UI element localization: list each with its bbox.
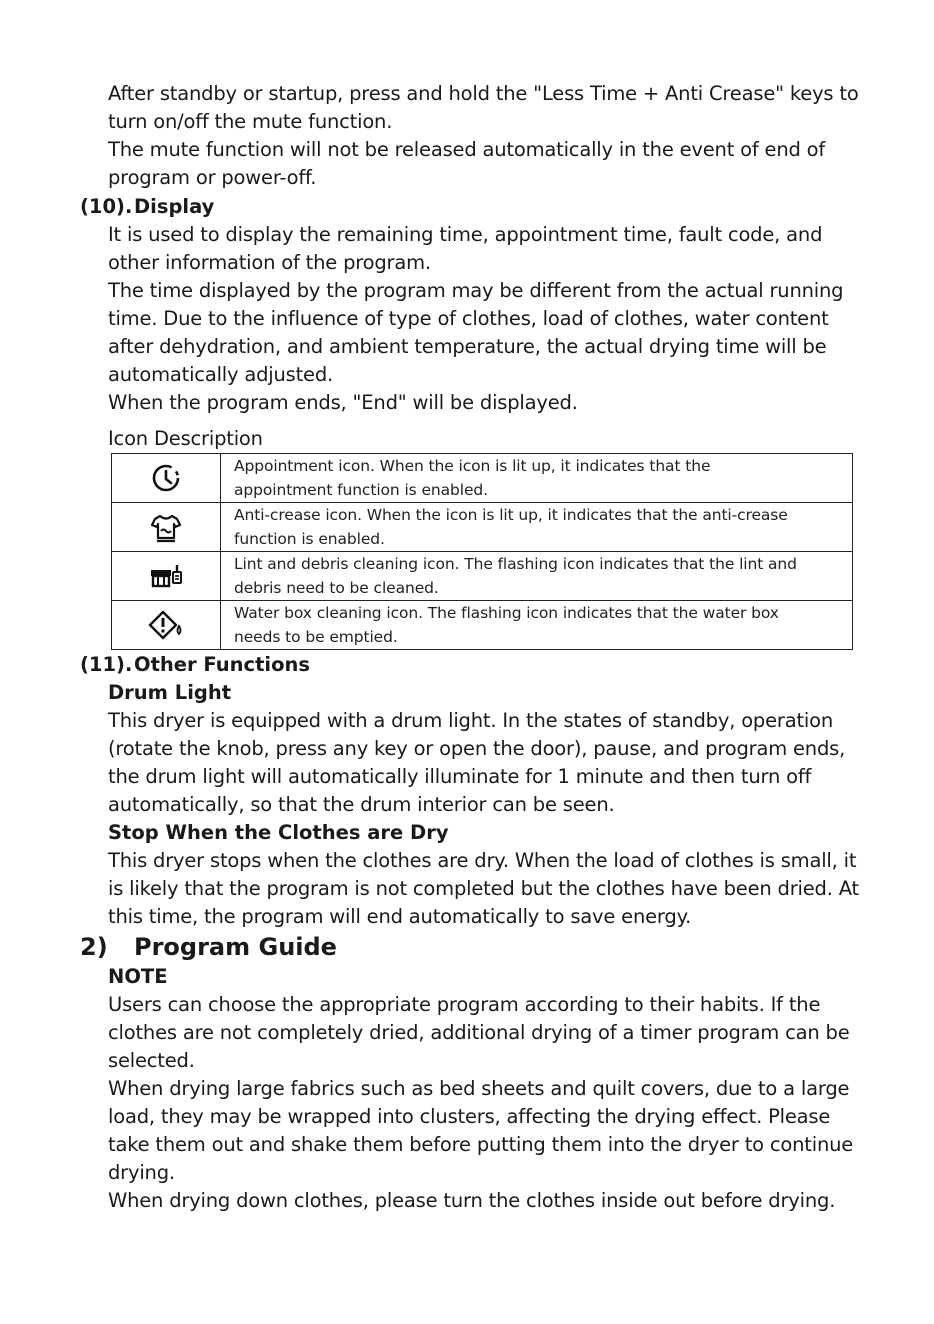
icon-description bbox=[221, 601, 853, 650]
body-text-line: turn on/off the mute function. bbox=[108, 110, 393, 133]
description-line: Lint and debris cleaning icon. The flashing icon indicates that the lint and bbox=[234, 555, 797, 573]
body-text-line: program or power-off. bbox=[108, 166, 317, 189]
description-line: function is enabled. bbox=[234, 530, 385, 548]
body-text-line: take them out and shake them before putting them into the dryer to continue bbox=[108, 1133, 854, 1156]
appointment-clock-icon bbox=[112, 461, 220, 495]
body-text-line: automatically adjusted. bbox=[108, 363, 334, 386]
subheading-drum-light: Drum Light bbox=[108, 681, 232, 704]
body-text-line: This dryer stops when the clothes are dry. When the load of clothes is small, it bbox=[108, 849, 857, 872]
section-number: (10). bbox=[80, 195, 133, 218]
body-text-line: The time displayed by the program may be different from the actual running bbox=[108, 279, 844, 302]
body-text-line: after dehydration, and ambient temperature, the actual drying time will be bbox=[108, 335, 827, 358]
subheading-stop-when-dry: Stop When the Clothes are Dry bbox=[108, 821, 449, 844]
lint-filter-icon bbox=[112, 559, 220, 593]
body-text-line: the drum light will automatically illuminate for 1 minute and then turn off bbox=[108, 765, 812, 788]
body-text-line: automatically, so that the drum interior can be seen. bbox=[108, 793, 615, 816]
section-title: Display bbox=[134, 195, 215, 218]
body-text-line: When drying large fabrics such as bed sheets and quilt covers, due to a large bbox=[108, 1077, 850, 1100]
body-text-line: time. Due to the influence of type of clothes, load of clothes, water content bbox=[108, 307, 829, 330]
description-line: Appointment icon. When the icon is lit up, it indicates that the bbox=[234, 457, 711, 475]
section-heading-other-functions bbox=[80, 651, 310, 679]
section-heading-display bbox=[80, 193, 214, 221]
chapter-title: Program Guide bbox=[134, 933, 337, 961]
table-row bbox=[112, 601, 853, 650]
description-line: appointment function is enabled. bbox=[234, 481, 488, 499]
body-text-line: selected. bbox=[108, 1049, 195, 1072]
icon-cell bbox=[112, 552, 221, 601]
chapter-heading-program-guide bbox=[80, 931, 337, 963]
icon-description bbox=[221, 454, 853, 503]
section-title: Other Functions bbox=[134, 653, 310, 676]
icon-cell bbox=[112, 601, 221, 650]
note-title: NOTE bbox=[108, 965, 168, 988]
icon-cell bbox=[112, 503, 221, 552]
body-text-line: After standby or startup, press and hold the "Less Time + Anti Crease" keys to bbox=[108, 82, 859, 105]
description-line: needs to be emptied. bbox=[234, 628, 398, 646]
body-text-line: this time, the program will end automatically to save energy. bbox=[108, 905, 692, 928]
table-row bbox=[112, 454, 853, 503]
body-text-line: load, they may be wrapped into clusters, affecting the drying effect. Please bbox=[108, 1105, 831, 1128]
icon-cell bbox=[112, 454, 221, 503]
body-text-line: drying. bbox=[108, 1161, 175, 1184]
body-text-line: When the program ends, "End" will be displayed. bbox=[108, 391, 578, 414]
description-line: Water box cleaning icon. The flashing icon indicates that the water box bbox=[234, 604, 779, 622]
body-text-line: other information of the program. bbox=[108, 251, 431, 274]
water-box-icon bbox=[112, 608, 220, 642]
description-line: debris need to be cleaned. bbox=[234, 579, 439, 597]
body-text-line: It is used to display the remaining time, appointment time, fault code, and bbox=[108, 223, 823, 246]
description-line: Anti-crease icon. When the icon is lit up, it indicates that the anti-crease bbox=[234, 506, 788, 524]
icon-table-caption: Icon Description bbox=[108, 427, 263, 450]
icon-description-table bbox=[111, 453, 853, 650]
body-text-line: is likely that the program is not completed but the clothes have been dried. At bbox=[108, 877, 859, 900]
table-row bbox=[112, 503, 853, 552]
body-text-line: (rotate the knob, press any key or open the door), pause, and program ends, bbox=[108, 737, 846, 760]
section-number: (11). bbox=[80, 653, 133, 676]
chapter-number: 2) bbox=[80, 933, 108, 961]
body-text-line: When drying down clothes, please turn the clothes inside out before drying. bbox=[108, 1189, 836, 1212]
icon-description bbox=[221, 552, 853, 601]
body-text-line: This dryer is equipped with a drum light. In the states of standby, operation bbox=[108, 709, 834, 732]
body-text-line: clothes are not completely dried, additional drying of a timer program can be bbox=[108, 1021, 850, 1044]
table-row bbox=[112, 552, 853, 601]
anti-crease-shirt-icon bbox=[112, 510, 220, 544]
body-text-line: The mute function will not be released automatically in the event of end of bbox=[108, 138, 826, 161]
icon-description bbox=[221, 503, 853, 552]
body-text-line: Users can choose the appropriate program according to their habits. If the bbox=[108, 993, 821, 1016]
